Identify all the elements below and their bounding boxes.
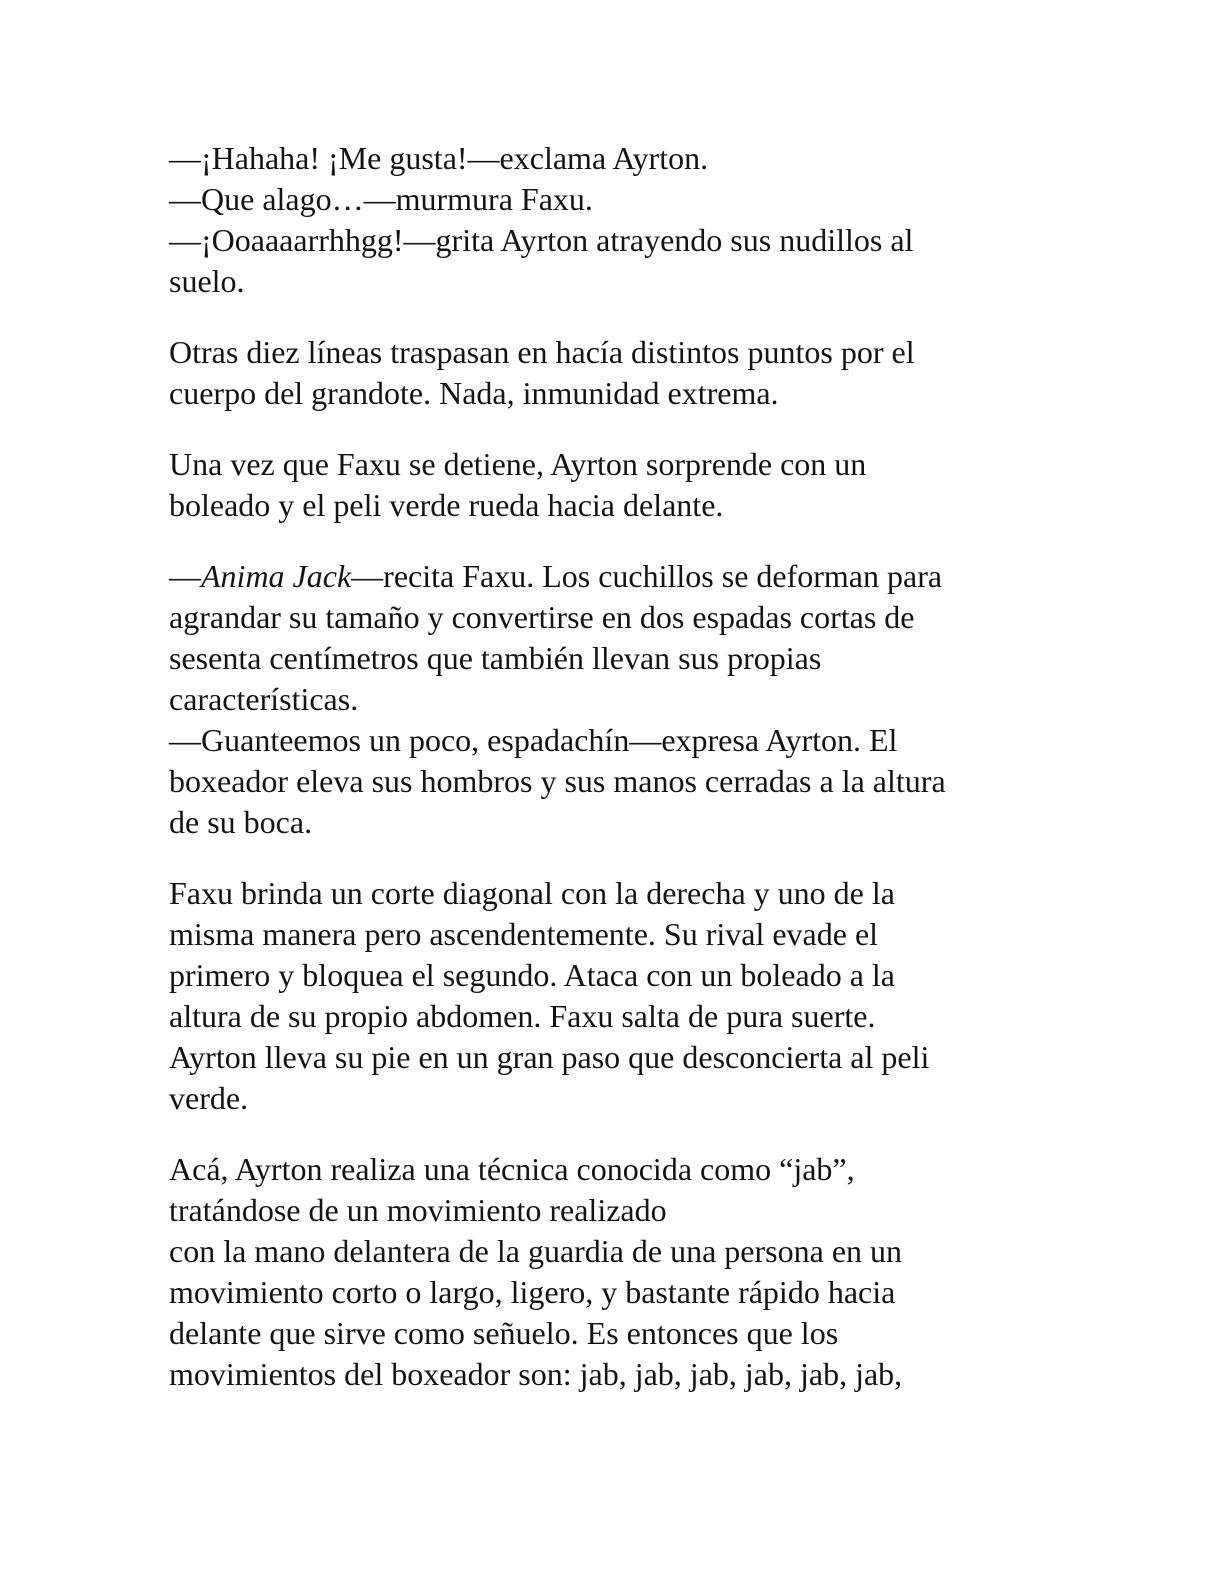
text-line: —Guanteemos un poco, espadachín—expresa Ayrton. El xyxy=(169,722,898,758)
paragraph-6 xyxy=(169,1149,1049,1395)
text-line: boleado y el peli verde rueda hacia delante. xyxy=(169,487,724,523)
text-line: verde. xyxy=(169,1080,249,1116)
paragraph-spacer xyxy=(169,843,1049,873)
text-line: movimientos del boxeador son: jab, jab, jab, jab, jab, jab, xyxy=(169,1356,903,1392)
text-line: Faxu brinda un corte diagonal con la derecha y uno de la xyxy=(169,875,895,911)
text-line: suelo. xyxy=(169,263,245,299)
text-line: Otras diez líneas traspasan en hacía distintos puntos por el xyxy=(169,334,915,370)
paragraph-4 xyxy=(169,556,1049,843)
text-line: tratándose de un movimiento realizado xyxy=(169,1192,667,1228)
document-page xyxy=(169,138,1049,1395)
text-line: Una vez que Faxu se detiene, Ayrton sorprende con un xyxy=(169,446,867,482)
text-line: delante que sirve como señuelo. Es entonces que los xyxy=(169,1315,839,1351)
text-line: —¡Hahaha! ¡Me gusta!—exclama Ayrton. xyxy=(169,140,709,176)
paragraph-spacer xyxy=(169,1119,1049,1149)
text-line: boxeador eleva sus hombros y sus manos cerradas a la altura xyxy=(169,763,946,799)
paragraph-2 xyxy=(169,332,1049,414)
text-line: sesenta centímetros que también llevan sus propias xyxy=(169,640,822,676)
dash: — xyxy=(169,558,201,594)
text-line: agrandar su tamaño y convertirse en dos espadas cortas de xyxy=(169,599,915,635)
text-line: —¡Ooaaaarrhhgg!—grita Ayrton atrayendo sus nudillos al xyxy=(169,222,914,258)
text-line: misma manera pero ascendentemente. Su rival evade el xyxy=(169,916,879,952)
paragraph-spacer xyxy=(169,414,1049,444)
text-line: —Que alago…—murmura Faxu. xyxy=(169,181,593,217)
paragraph-dialogue-1 xyxy=(169,138,1049,302)
text-line: de su boca. xyxy=(169,804,313,840)
paragraph-3 xyxy=(169,444,1049,526)
text-line: características. xyxy=(169,681,359,717)
text-line xyxy=(169,556,1049,597)
paragraph-spacer xyxy=(169,302,1049,332)
text-line: con la mano delantera de la guardia de una persona en un xyxy=(169,1233,903,1269)
text-line: Ayrton lleva su pie en un gran paso que desconcierta al peli xyxy=(169,1039,930,1075)
text-line: Acá, Ayrton realiza una técnica conocida como “jab”, xyxy=(169,1151,855,1187)
text-line: cuerpo del grandote. Nada, inmunidad extrema. xyxy=(169,375,779,411)
text-line: altura de su propio abdomen. Faxu salta de pura suerte. xyxy=(169,998,876,1034)
spell-name: Anima Jack xyxy=(201,558,352,594)
text-line: primero y bloquea el segundo. Ataca con un boleado a la xyxy=(169,957,895,993)
text-fragment: —recita Faxu. Los cuchillos se deforman para xyxy=(351,558,943,594)
paragraph-spacer xyxy=(169,526,1049,556)
paragraph-5 xyxy=(169,873,1049,1119)
text-line: movimiento corto o largo, ligero, y bastante rápido hacia xyxy=(169,1274,896,1310)
